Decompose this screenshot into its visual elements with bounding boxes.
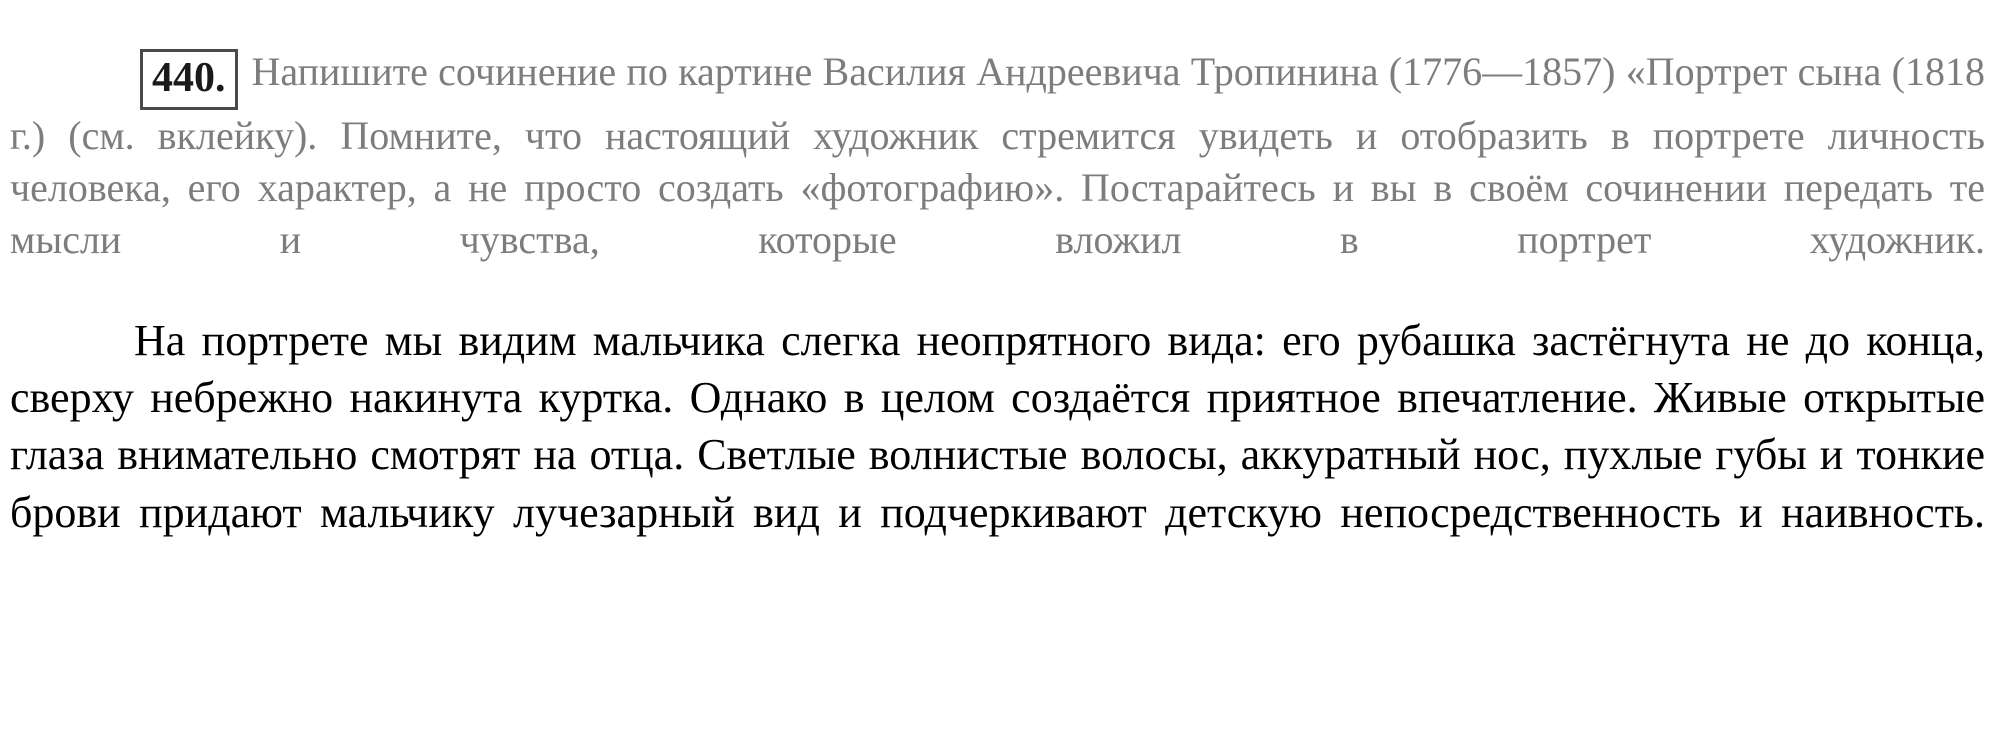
exercise-number-badge: 440. [140, 49, 238, 110]
task-text: Напишите сочинение по картине Василия Андреевича Тропинина (1776—1857) «Портрет сына (1818 г.) (см. вклейку). Помните, что настоящий художник стремится увидеть и отобразить в портрете личность человека, его характер, а не просто создать «фотографию». Постарайтесь и вы в своём сочинении передать те мысли и чувства, которые вложил в портрет художник. [10, 49, 1985, 262]
answer-paragraph: На портрете мы видим мальчика слегка неопрятного вида: его рубашка застёгнута не до конца, сверху небрежно накинута куртка. Однако в целом создаётся приятное впечатление. Живые открытые глаза внимательно смотрят на отца. Светлые волнистые волосы, аккуратный нос, пухлые губы и тонкие брови придают мальчику лучезарный вид и подчеркивают детскую непосредственность и наивность. [10, 316, 1985, 537]
answer-block [10, 268, 1985, 642]
